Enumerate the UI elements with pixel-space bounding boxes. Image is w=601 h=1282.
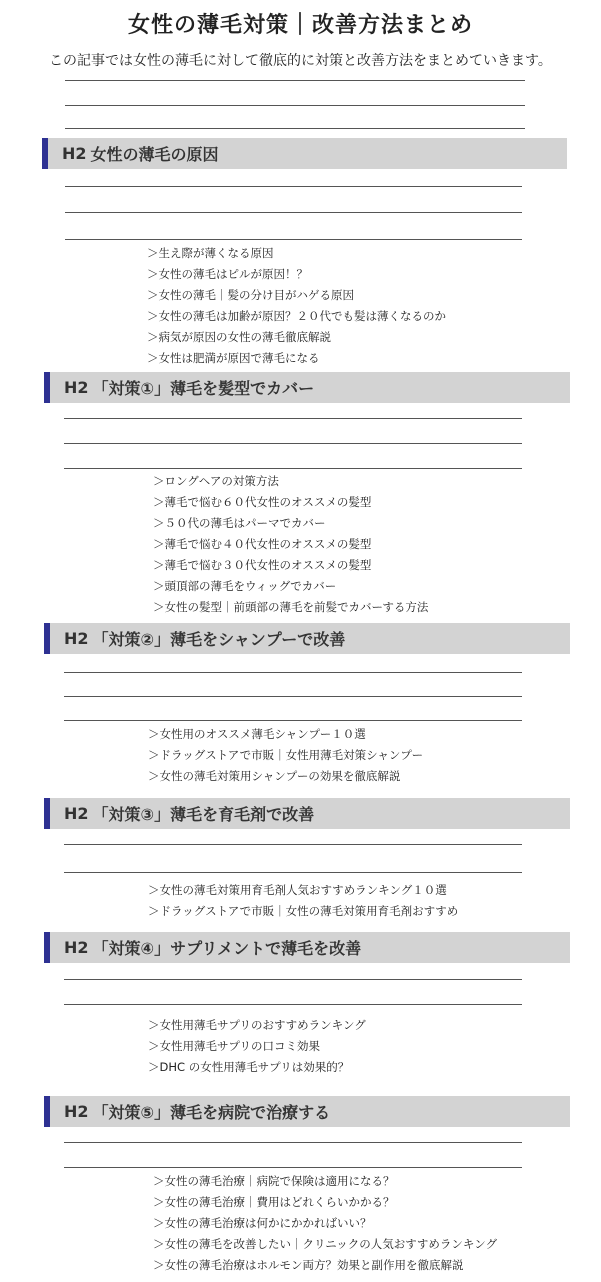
heading-level: H2 — [64, 378, 89, 397]
divider-line — [64, 443, 522, 444]
heading-level: H2 — [62, 144, 87, 163]
heading-level: H2 — [64, 804, 89, 823]
divider-line — [64, 672, 522, 673]
heading-text: 「対策③」薄毛を育毛剤で改善 — [92, 805, 315, 824]
article-link[interactable]: ＞女性の薄毛治療｜病院で保険は適用になる？ — [153, 1174, 395, 1188]
link-list — [148, 880, 458, 922]
article-link[interactable]: ＞薄毛で悩む３０代女性のオススメの髪型 — [153, 558, 372, 572]
article-link[interactable]: ＞病気が原因の女性の薄毛徹底解説 — [147, 330, 331, 344]
section-heading-supplements — [44, 932, 570, 963]
divider-line — [65, 105, 525, 106]
heading-level: H2 — [64, 938, 89, 957]
article-link[interactable]: ＞女性の薄毛対策用シャンプーの効果を徹底解説 — [148, 769, 401, 783]
article-link[interactable]: ＞DHC の女性用薄毛サプリは効果的？ — [148, 1060, 350, 1074]
heading-level: H2 — [64, 1102, 89, 1121]
article-link[interactable]: ＞女性の薄毛｜髪の分け目がハゲる原因 — [147, 288, 354, 302]
article-link[interactable]: ＞女性用のオススメ薄毛シャンプー１０選 — [148, 727, 366, 741]
article-link[interactable]: ＞女性の薄毛治療｜費用はどれくらいかかる？ — [153, 1195, 395, 1209]
article-link[interactable]: ＞女性の薄毛治療はホルモン両方？効果と副作用を徹底解説 — [153, 1258, 464, 1272]
article-link[interactable]: ＞ドラッグストアで市販｜女性の薄毛対策用育毛剤おすすめ — [148, 904, 459, 918]
section-heading-causes — [42, 138, 567, 169]
article-link[interactable]: ＞生え際が薄くなる原因 — [147, 246, 274, 260]
article-link[interactable]: ＞５０代の薄毛はパーマでカバー — [153, 516, 326, 530]
section-heading-shampoo — [44, 623, 570, 654]
heading-text: 「対策①」薄毛を髪型でカバー — [92, 379, 315, 398]
divider-line — [64, 418, 522, 419]
divider-line — [64, 720, 522, 721]
divider-line — [65, 239, 522, 240]
heading-text: 「対策⑤」薄毛を病院で治療する — [92, 1103, 331, 1122]
article-link[interactable]: ＞女性用薄毛サプリのおすすめランキング — [148, 1018, 366, 1032]
link-list — [148, 1015, 366, 1078]
divider-line — [64, 979, 522, 980]
divider-line — [64, 872, 522, 873]
intro-text: この記事では女性の薄毛に対して徹底的に対策と改善方法をまとめていきます。 — [49, 53, 552, 69]
section-heading-clinic — [44, 1096, 570, 1127]
section-heading-hairstyle — [44, 372, 570, 403]
divider-line — [64, 1004, 522, 1005]
heading-text: 「対策④」サプリメントで薄毛を改善 — [92, 939, 362, 958]
article-link[interactable]: ＞頭頂部の薄毛をウィッグでカバー — [153, 579, 337, 593]
link-list — [153, 1171, 497, 1276]
article-link[interactable]: ＞薄毛で悩む６０代女性のオススメの髪型 — [153, 495, 372, 509]
article-link[interactable]: ＞女性の髪型｜前頭部の薄毛を前髪でカバーする方法 — [153, 600, 429, 614]
article-link[interactable]: ＞女性の薄毛対策用育毛剤人気おすすめランキング１０選 — [148, 883, 447, 897]
section-heading-growth-tonic — [44, 798, 570, 829]
divider-line — [65, 80, 525, 81]
link-list — [148, 724, 423, 787]
heading-level: H2 — [64, 629, 89, 648]
heading-text: 「対策②」薄毛をシャンプーで改善 — [92, 630, 346, 649]
article-link[interactable]: ＞女性の薄毛を改善したい｜クリニックの人気おすすめランキング — [153, 1237, 498, 1251]
article-link[interactable]: ＞女性の薄毛はピルが原因！？ — [147, 267, 308, 281]
article-link[interactable]: ＞ドラッグストアで市販｜女性用薄毛対策シャンプー — [148, 748, 424, 762]
article-link[interactable]: ＞ロングヘアの対策方法 — [153, 474, 279, 488]
divider-line — [64, 1167, 522, 1168]
article-link[interactable]: ＞女性の薄毛治療は何かにかかればいい？ — [153, 1216, 372, 1230]
divider-line — [65, 212, 522, 213]
divider-line — [65, 128, 525, 129]
article-link[interactable]: ＞女性の薄毛は加齢が原因？２０代でも髪は薄くなるのか — [147, 309, 446, 323]
divider-line — [64, 1142, 522, 1143]
article-link[interactable]: ＞薄毛で悩む４０代女性のオススメの髪型 — [153, 537, 372, 551]
heading-text: 女性の薄毛の原因 — [90, 145, 219, 164]
link-list — [153, 471, 428, 618]
divider-line — [65, 186, 522, 187]
divider-line — [64, 696, 522, 697]
article-link[interactable]: ＞女性は肥満が原因で薄毛になる — [147, 351, 320, 365]
divider-line — [64, 468, 522, 469]
article-link[interactable]: ＞女性用薄毛サプリの口コミ効果 — [148, 1039, 321, 1053]
link-list — [147, 243, 446, 369]
divider-line — [64, 844, 522, 845]
page-title: 女性の薄毛対策｜改善方法まとめ — [127, 13, 473, 38]
